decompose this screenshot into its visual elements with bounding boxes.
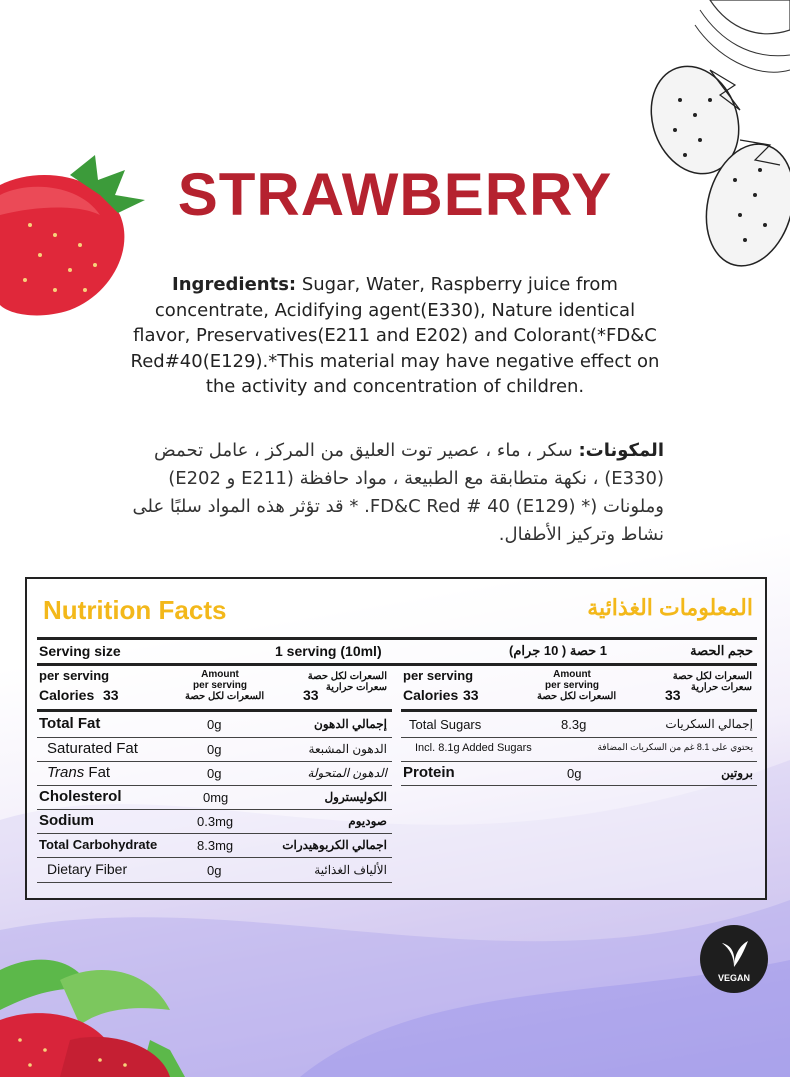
calories-label: Calories <box>39 687 95 703</box>
divider <box>37 637 757 640</box>
nutrition-facts-panel <box>25 577 767 900</box>
dietary-fiber-label: Dietary Fiber <box>47 861 128 877</box>
amount-line1: Amount <box>201 669 239 680</box>
divider <box>37 833 392 834</box>
serving-size-label: Serving size <box>39 643 121 659</box>
nutrition-title: Nutrition Facts <box>43 595 227 625</box>
total-carbohydrate-ar: اجمالي الكربوهيدرات <box>282 838 387 852</box>
divider <box>37 857 392 858</box>
trans-fat-suffix: Fat <box>84 764 111 781</box>
strawberry-sketch-illustration <box>640 0 790 280</box>
total-sugars-value: 8.3g <box>561 717 587 732</box>
protein-label: Protein <box>403 764 455 781</box>
cal-ar-line2: سعرات حرارية <box>325 682 387 693</box>
per-serving-label: per serving <box>39 668 110 683</box>
product-title: STRAWBERRY <box>177 161 613 228</box>
divider <box>401 709 757 712</box>
total-sugars-label: Total Sugars <box>409 717 482 732</box>
serving-size-value-ar: 1 حصة ( 10 جرام) <box>509 643 607 658</box>
ingredients-english <box>130 272 660 400</box>
ingredients-arabic <box>112 437 664 549</box>
total-sugars-ar: إجمالي السكريات <box>665 717 753 731</box>
divider <box>37 737 392 738</box>
cal-ar-line2: سعرات حرارية <box>690 682 752 693</box>
strawberry-leaves-illustration <box>0 950 200 1077</box>
protein-value: 0g <box>567 766 582 781</box>
amount-ar: السعرات لكل حصة <box>185 691 265 702</box>
divider <box>401 737 757 738</box>
trans-fat-ar: الدهون المتحولة <box>307 766 387 780</box>
calories-value: 33 <box>103 687 119 703</box>
vegan-badge <box>700 925 768 993</box>
protein-ar: بروتين <box>721 766 753 780</box>
divider <box>37 785 392 786</box>
total-fat-value: 0g <box>207 717 222 732</box>
added-sugars-label: Incl. 8.1g Added Sugars <box>415 742 532 754</box>
saturated-fat-value: 0g <box>207 742 222 757</box>
amount-line1: Amount <box>553 669 591 680</box>
amount-header <box>185 669 265 702</box>
divider <box>37 761 392 762</box>
amount-line2: per serving <box>545 680 599 691</box>
calories-value-ar: 33 <box>665 687 681 703</box>
divider <box>37 809 392 810</box>
vegan-label: VEGAN <box>717 973 750 983</box>
added-sugars-ar: يحتوي على 8.1 غم من السكريات المضافة <box>597 742 753 752</box>
sodium-label: Sodium <box>39 812 94 829</box>
sodium-ar: صوديوم <box>348 814 387 828</box>
cholesterol-ar: الكوليسترول <box>324 790 387 804</box>
divider <box>401 785 757 786</box>
serving-size-label-ar: حجم الحصة <box>690 643 753 658</box>
ingredients-label-ar: المكونات: <box>578 440 664 461</box>
leaf-icon <box>714 933 754 973</box>
saturated-fat-label: Saturated Fat <box>47 740 138 757</box>
ingredients-label: Ingredients: <box>172 274 297 295</box>
divider <box>37 663 757 666</box>
total-fat-ar: إجمالي الدهون <box>314 717 387 731</box>
cal-ar-line1: السعرات لكل حصة <box>672 671 752 682</box>
per-serving-label: per serving <box>403 668 474 683</box>
trans-fat-label <box>47 764 110 781</box>
saturated-fat-ar: الدهون المشبعة <box>308 742 387 756</box>
serving-size-value: 1 serving (10ml) <box>275 643 382 659</box>
dietary-fiber-value: 0g <box>207 863 222 878</box>
total-carbohydrate-label: Total Carbohydrate <box>39 837 158 852</box>
amount-header <box>537 669 617 702</box>
amount-ar: السعرات لكل حصة <box>537 691 617 702</box>
dietary-fiber-ar: الألياف الغذائية <box>314 863 387 877</box>
calories-label: Calories <box>403 687 459 703</box>
cholesterol-label: Cholesterol <box>39 788 122 805</box>
calories-value-ar: 33 <box>303 687 319 703</box>
amount-line2: per serving <box>193 680 247 691</box>
trans-fat-value: 0g <box>207 766 222 781</box>
divider <box>401 761 757 762</box>
sodium-value: 0.3mg <box>197 814 234 829</box>
total-fat-label: Total Fat <box>39 715 101 732</box>
trans-italic: Trans <box>47 764 85 781</box>
ingredients-text: Sugar, Water, Raspberry juice from concentrate, Acidifying agent(E330), Nature identical flavor, Preservatives(E211 and E202) and Colorant(*FD&C Red#40(E129).*This material may have negative effect on the activity and concentration of children. <box>130 274 660 397</box>
ingredients-text-ar: سكر ، ماء ، عصير توت العليق من المركز ، عامل تحمض (E330) ، نكهة متطابقة مع الطبيعة ، مواد حافظة (E211 و E202) وملونات (* FD&C Red # 40 (E129). * قد تؤثر هذه المواد سلبًا على نشاط وتركيز الأطفال. <box>132 440 664 545</box>
nutrition-title-ar: المعلومات الغذائية <box>587 595 753 620</box>
total-carbohydrate-value: 8.3mg <box>197 838 234 853</box>
cholesterol-value: 0mg <box>203 790 229 805</box>
calories-value: 33 <box>463 687 479 703</box>
divider <box>37 709 392 712</box>
cal-ar-line1: السعرات لكل حصة <box>307 671 387 682</box>
divider <box>37 882 392 883</box>
